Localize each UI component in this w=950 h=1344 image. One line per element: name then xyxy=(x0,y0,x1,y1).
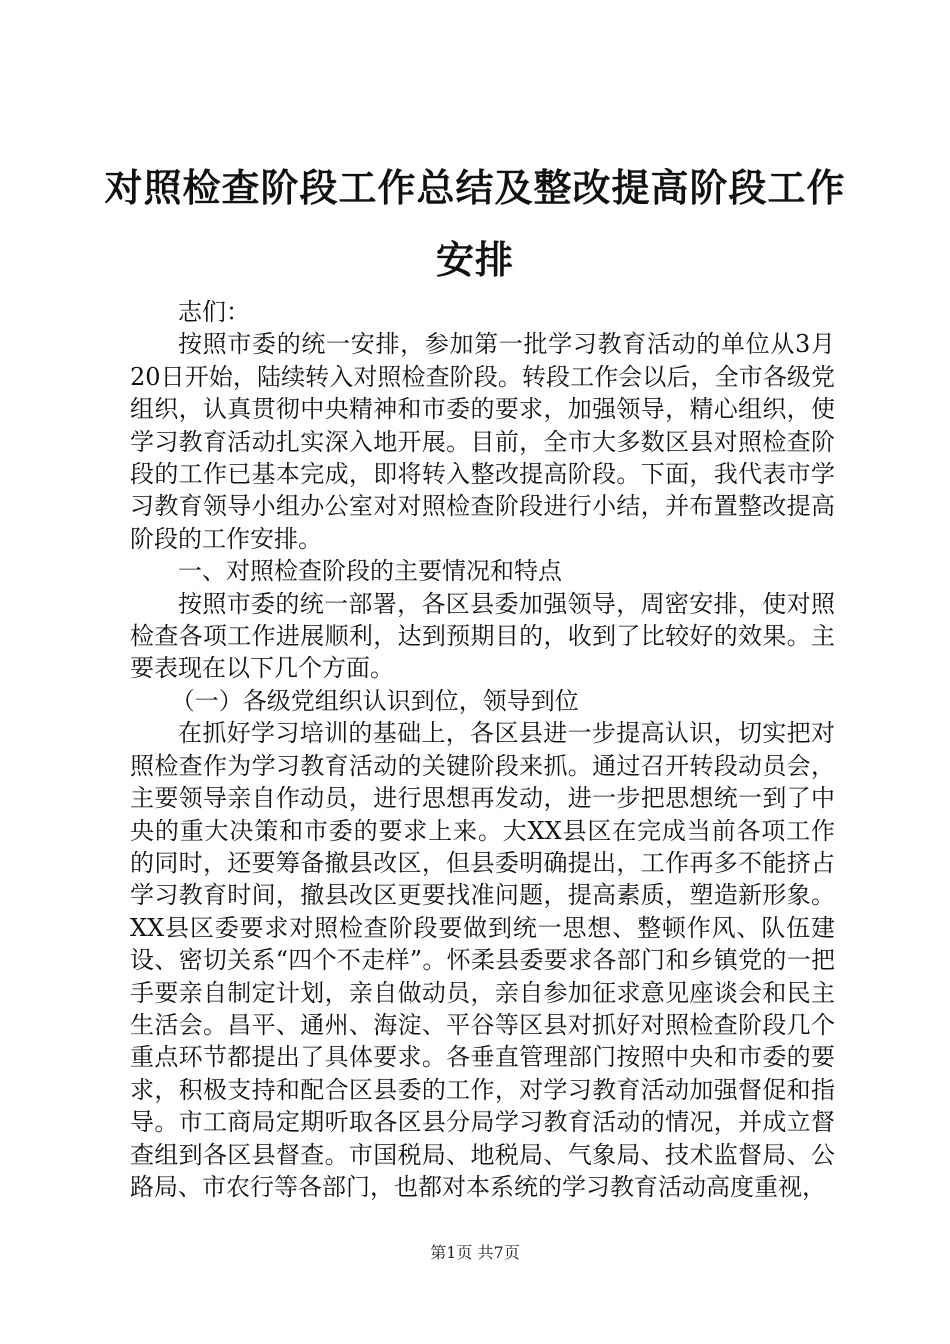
paragraph-section-1: 按照市委的统一部署，各区县委加强领导，周密安排，使对照检查各项工作进展顺利，达到预期目的，收到了比较好的效果。主要表现在以下几个方面。 xyxy=(130,589,835,683)
subsection-heading-1: （一）各级党组织认识到位，领导到位 xyxy=(170,686,579,715)
paragraph-intro: 按照市委的统一安排，参加第一批学习教育活动的单位从3月20日开始，陆续转入对照检查阶段。转段工作会以后，全市各级党组织，认真贯彻中央精神和市委的要求，加强领导，精心组织，使学习教育活动扎实深入地开展。目前，全市大多数区县对照检查阶段的工作已基本完成，即将转入整改提高阶段。下面，我代表市学习教育领导小组办公室对对照检查阶段进行小结，并布置整改提高阶段的工作安排。 xyxy=(130,330,835,553)
page-footer: 第1页 共7页 xyxy=(430,1243,520,1262)
paragraph-subsection-1: 在抓好学习培训的基础上，各区县进一步提高认识，切实把对照检查作为学习教育活动的关键阶段来抓。通过召开转段动员会，主要领导亲自作动员，进行思想再发动，进一步把思想统一到了中央的重大决策和市委的要求上来。大XX县区在完成当前各项工作的同时，还要筹备撤县改区，但县委明确提出，工作再多不能挤占学习教育时间，撤县改区更要找准问题，提高素质，塑造新形象。XX县区委要求对照检查阶段要做到统一思想、整顿作风、队伍建设、密切关系“四个不走样”。怀柔县委要求各部门和乡镇党的一把手要亲自制定计划，亲自做动员，亲自参加征求意见座谈会和民主生活会。昌平、通州、海淀、平谷等区县对抓好对照检查阶段几个重点环节都提出了具体要求。各垂直管理部门按照中央和市委的要求，积极支持和配合区县委的工作，对学习教育活动加强督促和指导。市工商局定期听取各区县分局学习教育活动的情况，并成立督查组到各区县督查。市国税局、地税局、气象局、技术监督局、公路局、市农行等各部门，也都对本系统的学习教育活动高度重视， xyxy=(130,719,835,1201)
salutation: 志们： xyxy=(178,298,250,326)
section-heading-1: 一、对照检查阶段的主要情况和特点 xyxy=(178,557,562,586)
document-body xyxy=(130,296,835,1203)
document-title: 对照检查阶段工作总结及整改提高阶段工作安排 xyxy=(104,165,846,282)
